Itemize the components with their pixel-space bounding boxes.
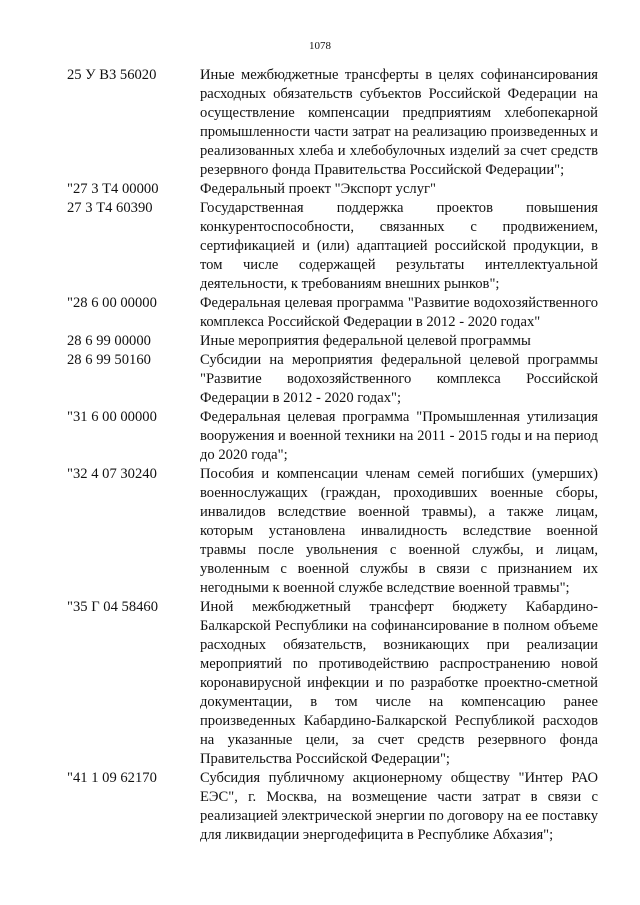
budget-entry [0,199,640,294]
classification-code: "31 6 00 00000 [67,409,157,425]
classification-code: 28 6 99 00000 [67,333,151,349]
budget-entry [0,351,640,408]
entry-description: Федеральный проект "Экспорт услуг" [200,181,436,197]
budget-entry [0,769,640,845]
budget-entry [0,332,640,351]
entry-description: Государственная поддержка проектов повышения конкурентоспособности, связанных с продвижением, сертификацией и (или) адаптацией российской продукции, в том числе содержащей результаты интеллектуальной деятельности, к требованиям внешних рынков"; [200,200,598,292]
classification-code: 28 6 99 50160 [67,352,151,368]
entry-description: Иные межбюджетные трансферты в целях софинансирования расходных обязательств субъектов Российской Федерации на осуществление компенсации предприятиям хлебопекарной промышленности части затрат на реализацию произведенных и реализованных хлеба и хлебобулочных изделий за счет средств резервного фонда Правительства Российской Федерации"; [200,67,598,178]
budget-entry [0,180,640,199]
classification-code: "32 4 07 30240 [67,466,157,482]
entry-description: Субсидия публичному акционерному обществу "Интер РАО ЕЭС", г. Москва, на возмещение части затрат в связи с реализацией электрической энергии по договору на ее поставку для ликвидации энергодефицита в Республике Абхазия"; [200,770,598,843]
entry-description: Иные мероприятия федеральной целевой программы [200,333,531,349]
entry-description: Субсидии на мероприятия федеральной целевой программы "Развитие водохозяйственного комплекса Российской Федерации в 2012 - 2020 годах"; [200,352,598,406]
classification-code: "28 6 00 00000 [67,295,157,311]
budget-entry [0,465,640,598]
document-body [0,66,640,845]
classification-code: "27 3 Т4 00000 [67,181,159,197]
budget-entry [0,408,640,465]
classification-code: 25 У В3 56020 [67,67,157,83]
classification-code: "35 Г 04 58460 [67,599,159,615]
budget-entry [0,294,640,332]
page-number: 1078 [309,40,331,52]
entry-description: Федеральная целевая программа "Развитие водохозяйственного комплекса Российской Федерации в 2012 - 2020 годах" [200,295,598,330]
classification-code: 27 3 Т4 60390 [67,200,153,216]
budget-entry [0,598,640,769]
entry-description: Федеральная целевая программа "Промышленная утилизация вооружения и военной техники на 2011 - 2015 годы и на период до 2020 года"; [200,409,598,463]
entry-description: Иной межбюджетный трансферт бюджету Кабардино-Балкарской Республики на софинансирование в полном объеме расходных обязательств, возникающих при реализации мероприятий по противодействию распространению новой коронавирусной инфекции и по разработке проектно-сметной документации, в том числе на компенсацию ранее произведенных Кабардино-Балкарской Республикой расходов на указанные цели, за счет средств резервного фонда Правительства Российской Федерации"; [200,599,598,767]
classification-code: "41 1 09 62170 [67,770,157,786]
entry-description: Пособия и компенсации членам семей погибших (умерших) военнослужащих (граждан, проходивших военные сборы, инвалидов вследствие военной травмы), а также лицам, которым установлена инвалидность вследствие военной травмы после увольнения с военной службы, и лицам, уволенным с военной службы в связи с признанием их негодными к военной службе вследствие военной травмы"; [200,466,598,596]
budget-entry [0,66,640,180]
